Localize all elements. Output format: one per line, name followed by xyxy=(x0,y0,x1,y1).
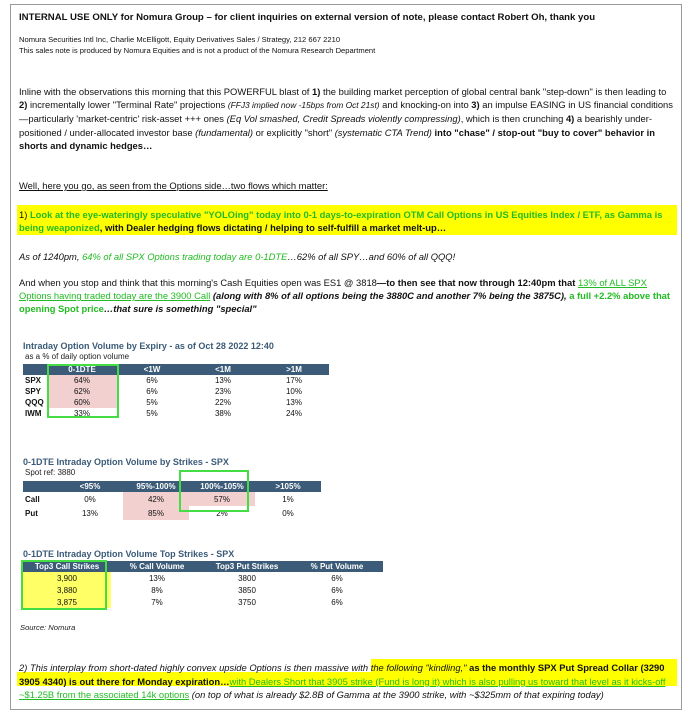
highlight-box-top-calls xyxy=(21,560,107,610)
point1-paragraph: 1) Look at the eye-wateringly speculative "YOLOing" today into 0-1 days-to-expiration OTM Call Options in US Equities Index / ETF, as Gamma is being weaponized, with Dealer hedging flows dictating / helping to self-fulfill a market melt-up… xyxy=(19,209,663,234)
intro-paragraph: Inline with the observations this morning that this POWERFUL blast of 1) the building market perception of global central bank "step-down" is then leading to 2) incrementally lower "Terminal Rate" projections (FFJ3 implied now -15bps from Oct 21st) and knocking-on into 3) an impulse EASING in US financial conditions—particularly 'market-centric' risk-asset +++ ones (Eq Vol smashed, Credit Spreads violently compressing), which is then crunching 4) a bearishly under-positioned / under-allocated investor base (fundamental) or explicitly "short" (systematic CTA Trend) into "chase" / stop-out "buy to cover" behavior in shorts and dynamic hedges… xyxy=(19,86,673,151)
source-note: Source: Nomura xyxy=(20,623,76,632)
highlight-box-100-105 xyxy=(179,470,249,512)
expiry-table-subtitle: as a % of daily option volume xyxy=(25,352,130,361)
strikes-table-title: 0-1DTE Intraday Option Volume by Strikes - SPX xyxy=(23,457,229,467)
table-row: SPY 62% 6% 23% 10% xyxy=(25,387,302,396)
link-3900-call[interactable]: 13% of ALL SPX Options having traded today are the 3900 Call xyxy=(19,277,647,302)
expiry-table-title: Intraday Option Volume by Expiry - as of Oct 28 2022 12:40 xyxy=(23,341,274,351)
table-row: 3,875 7% 3750 6% xyxy=(23,596,383,608)
highlight-box-0-1dte xyxy=(47,364,119,418)
strikes-table xyxy=(23,481,321,520)
table-row: Call 0% 42% 57% 1% xyxy=(23,492,321,506)
and-when-paragraph: And when you stop and think that this morning's Cash Equities open was ES1 @ 3818—to then see that now through 12:40pm that 13% of ALL SPX Options having traded today are the 3900 Call (along with 8% of all options being the 3880C and another 7% being the 3875C), a full +2.2% above that opening Spot price…that sure is something "special" xyxy=(19,277,671,315)
spot-ref-label: Spot ref: 3880 xyxy=(25,468,76,477)
internal-use-notice: INTERNAL USE ONLY for Nomura Group – for client inquiries on external version of note, please contact Robert Oh, thank you xyxy=(19,12,596,23)
note-page xyxy=(10,4,682,710)
table-row: QQQ 60% 5% 22% 13% xyxy=(25,398,302,407)
author-line: Nomura Securities Intl Inc, Charlie McElligott, Equity Derivatives Sales / Strategy, 212 667 2210 xyxy=(19,35,341,44)
table-row: IWM 33% 5% 38% 24% xyxy=(25,409,302,418)
table-row: SPX 64% 6% 13% 17% xyxy=(25,376,302,385)
table-header-row: Top3 Call Strikes % Call Volume Top3 Put Strikes % Put Volume xyxy=(23,561,383,572)
options-side-heading: Well, here you go, as seen from the Options side…two flows which matter: xyxy=(19,180,328,191)
table-header-row: <95% 95%-100% 100%-105% >105% xyxy=(23,481,321,492)
link-dealers-short[interactable]: with Dealers Short that 3905 strike (Fund is long it) which is also pulling us toward that level as it kicks-off ~$1.25B from the associated 14k options xyxy=(19,675,666,701)
table-row: 3,900 13% 3800 6% xyxy=(23,572,383,584)
table-header-row: 0-1DTE <1W <1M >1M xyxy=(23,364,329,375)
point2-paragraph: 2) This interplay from short-dated highly convex upside Options is then massive with the following "kindling," as the monthly SPX Put Spread Collar (3290 3905 4340) is out there for Monday expiration…with Dealers Short that 3905 strike (Fund is long it) which is also pulling us toward that level as it kicks-off ~$1.25B from the associated 14k options (on top of what is already $2.8B of Gamma at the 3900 strike, with ~$325mm of that expiring today) xyxy=(19,662,666,701)
top-strikes-table-title: 0-1DTE Intraday Option Volume Top Strikes - SPX xyxy=(23,549,235,559)
disclaimer-line: This sales note is produced by Nomura Equities and is not a product of the Nomura Research Department xyxy=(19,46,376,55)
table-row: Put 13% 85% 2% 0% xyxy=(23,506,321,520)
table-row: 3,880 8% 3850 6% xyxy=(23,584,383,596)
as-of-paragraph: As of 1240pm, 64% of all SPX Options trading today are 0-1DTE…62% of all SPY…and 60% of all QQQ! xyxy=(19,251,456,262)
